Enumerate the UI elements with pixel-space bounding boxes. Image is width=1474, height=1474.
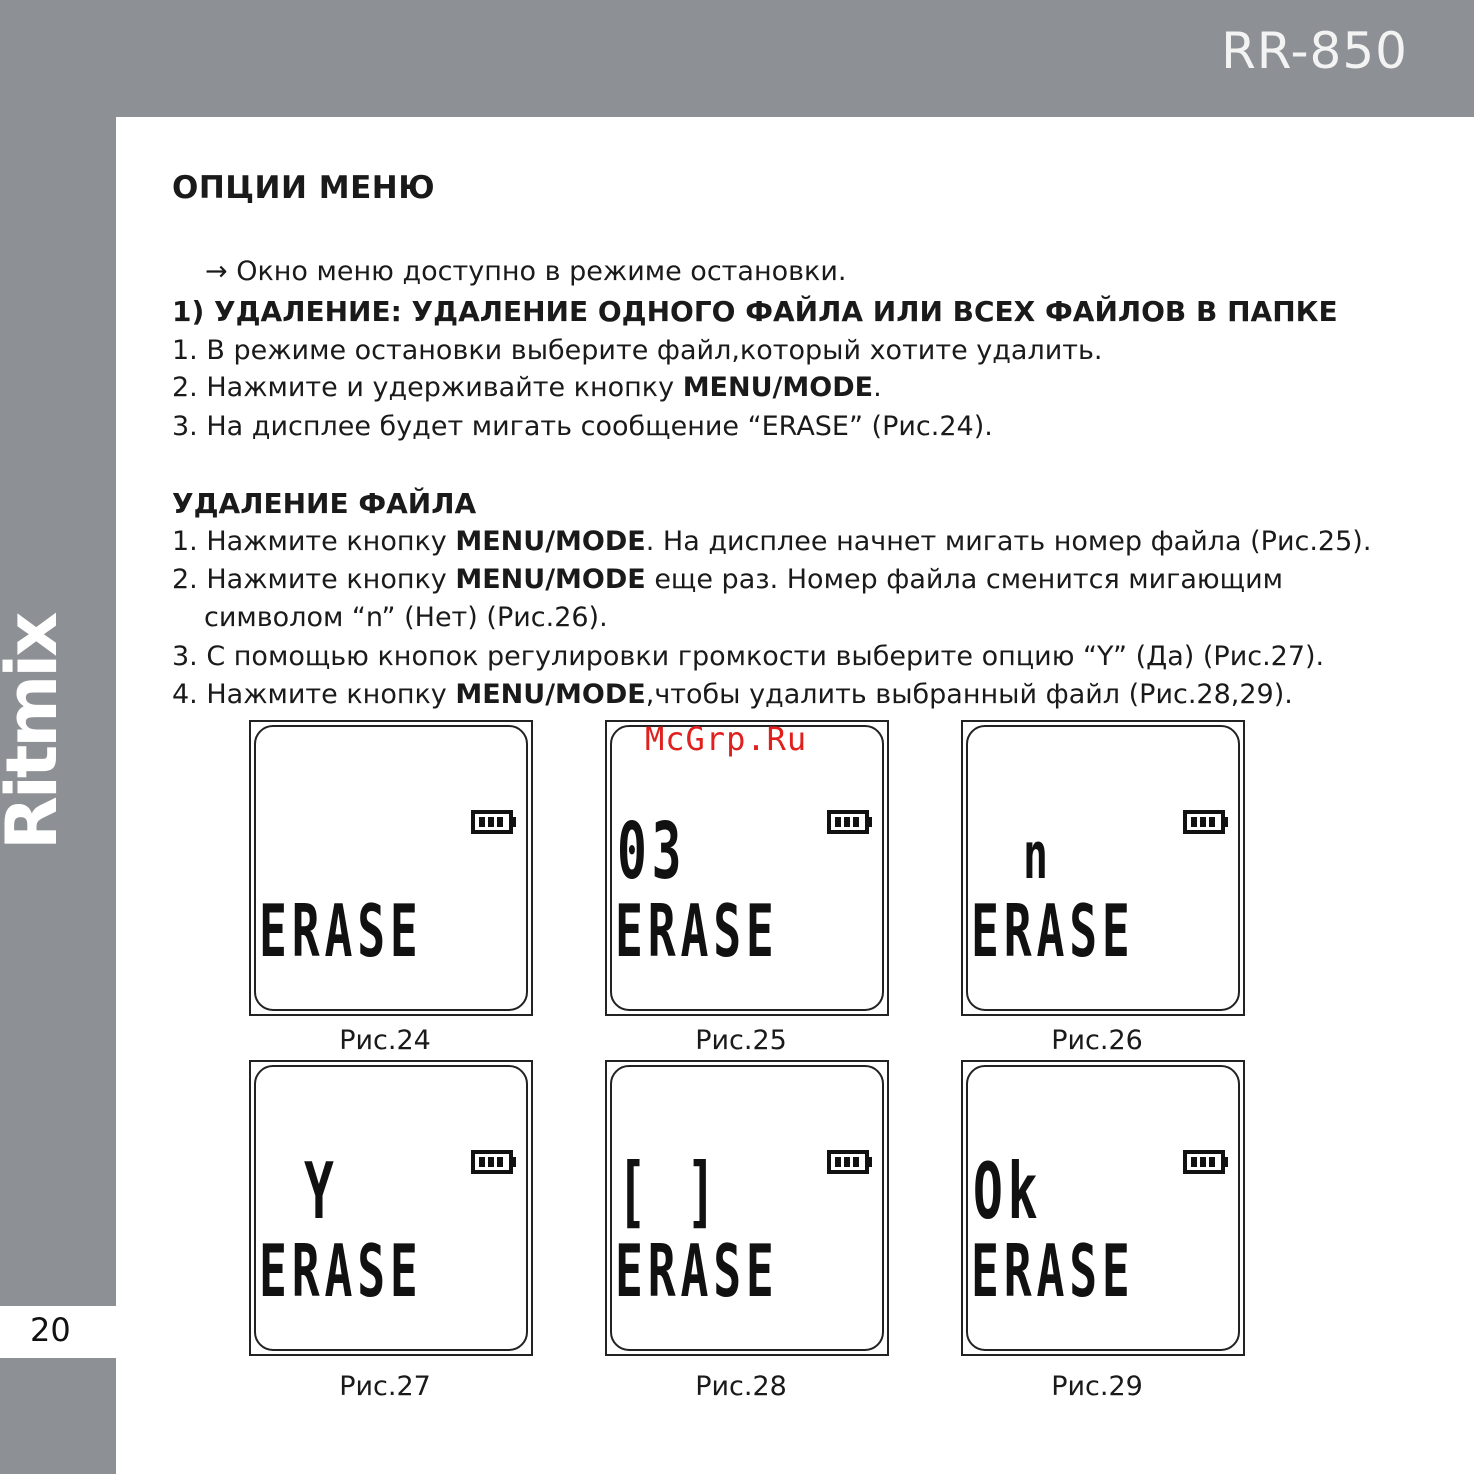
lcd-erase-text: ERASE <box>259 1230 423 1314</box>
lcd-top-text: n <box>1023 817 1053 894</box>
sub2-step1-pre: 1. Нажмите кнопку <box>172 526 456 557</box>
sub1-step2-post: . <box>873 372 882 403</box>
sub2-step2-pre: 2. Нажмите кнопку <box>172 564 456 595</box>
sub1-step3: 3. На дисплее будет мигать сообщение “ERASE” (Рис.24). <box>172 411 993 442</box>
figure-caption: Рис.27 <box>339 1371 431 1402</box>
figure-caption: Рис.29 <box>1051 1371 1143 1402</box>
lcd-display <box>605 720 889 1016</box>
lcd-screen <box>605 1060 889 1356</box>
figure-caption: Рис.25 <box>695 1025 787 1056</box>
sub2-step2 <box>172 564 1283 595</box>
lcd-display <box>961 1060 1245 1356</box>
sub2-step4-post: ,чтобы удалить выбранный файл (Рис.28,29). <box>645 679 1293 710</box>
lcd-top-text: Ok <box>973 1147 1043 1238</box>
sub1-step2 <box>172 372 882 403</box>
lcd-top-text: [ ] <box>617 1147 721 1238</box>
sub2-step2-bold: MENU/MODE <box>455 564 646 595</box>
lcd-screen <box>605 720 889 1016</box>
lcd-display <box>249 1060 533 1356</box>
lcd-erase-text: ERASE <box>971 1230 1135 1314</box>
lcd-erase-text: ERASE <box>971 890 1135 974</box>
sub1-step2-pre: 2. Нажмите и удерживайте кнопку <box>172 372 683 403</box>
lcd-display <box>249 720 533 1016</box>
page-number: 20 <box>30 1311 71 1349</box>
section-title: ОПЦИИ МЕНЮ <box>172 170 436 206</box>
sub2-step1-bold: MENU/MODE <box>455 526 646 557</box>
sub2-step4-pre: 4. Нажмите кнопку <box>172 679 456 710</box>
sub2-step1 <box>172 526 1371 557</box>
intro-text: Окно меню доступно в режиме остановки. <box>236 256 847 287</box>
subsection1-title: 1) УДАЛЕНИЕ: УДАЛЕНИЕ ОДНОГО ФАЙЛА ИЛИ ВСЕХ ФАЙЛОВ В ПАПКЕ <box>172 295 1338 328</box>
sub1-step2-bold: MENU/MODE <box>682 372 874 403</box>
lcd-top-text: 03 <box>617 807 687 898</box>
sub2-step1-post: . На дисплее начнет мигать номер файла (Рис.25). <box>645 526 1372 557</box>
lcd-screen <box>961 1060 1245 1356</box>
figure-caption: Рис.26 <box>1051 1025 1143 1056</box>
sub1-step1: 1. В режиме остановки выберите файл,который хотите удалить. <box>172 335 1103 366</box>
model-name: RR-850 <box>1221 22 1408 80</box>
watermark: McGrp.Ru <box>645 720 808 758</box>
brand-logo <box>12 750 52 850</box>
arrow-right-icon: → <box>205 256 228 287</box>
lcd-display <box>961 720 1245 1016</box>
lcd-display <box>605 1060 889 1356</box>
sub2-step3: 3. С помощью кнопок регулировки громкости выберите опцию “Y” (Да) (Рис.27). <box>172 641 1325 672</box>
sub2-step4-bold: MENU/MODE <box>455 679 646 710</box>
lcd-erase-text: ERASE <box>615 890 779 974</box>
lcd-screen <box>249 720 533 1016</box>
lcd-screen <box>961 720 1245 1016</box>
intro-line <box>205 256 846 287</box>
sub2-step2-post: еще раз. Номер файла сменится мигающим <box>645 564 1283 595</box>
sub2-step2-cont: символом “n” (Нет) (Рис.26). <box>204 602 608 633</box>
figure-caption: Рис.28 <box>695 1371 787 1402</box>
sub2-step4 <box>172 679 1293 710</box>
lcd-erase-text: ERASE <box>259 890 423 974</box>
lcd-top-text: Y <box>304 1147 339 1238</box>
figure-caption: Рис.24 <box>339 1025 431 1056</box>
lcd-erase-text: ERASE <box>615 1230 779 1314</box>
subsection2-title: УДАЛЕНИЕ ФАЙЛА <box>172 487 477 520</box>
lcd-screen <box>249 1060 533 1356</box>
